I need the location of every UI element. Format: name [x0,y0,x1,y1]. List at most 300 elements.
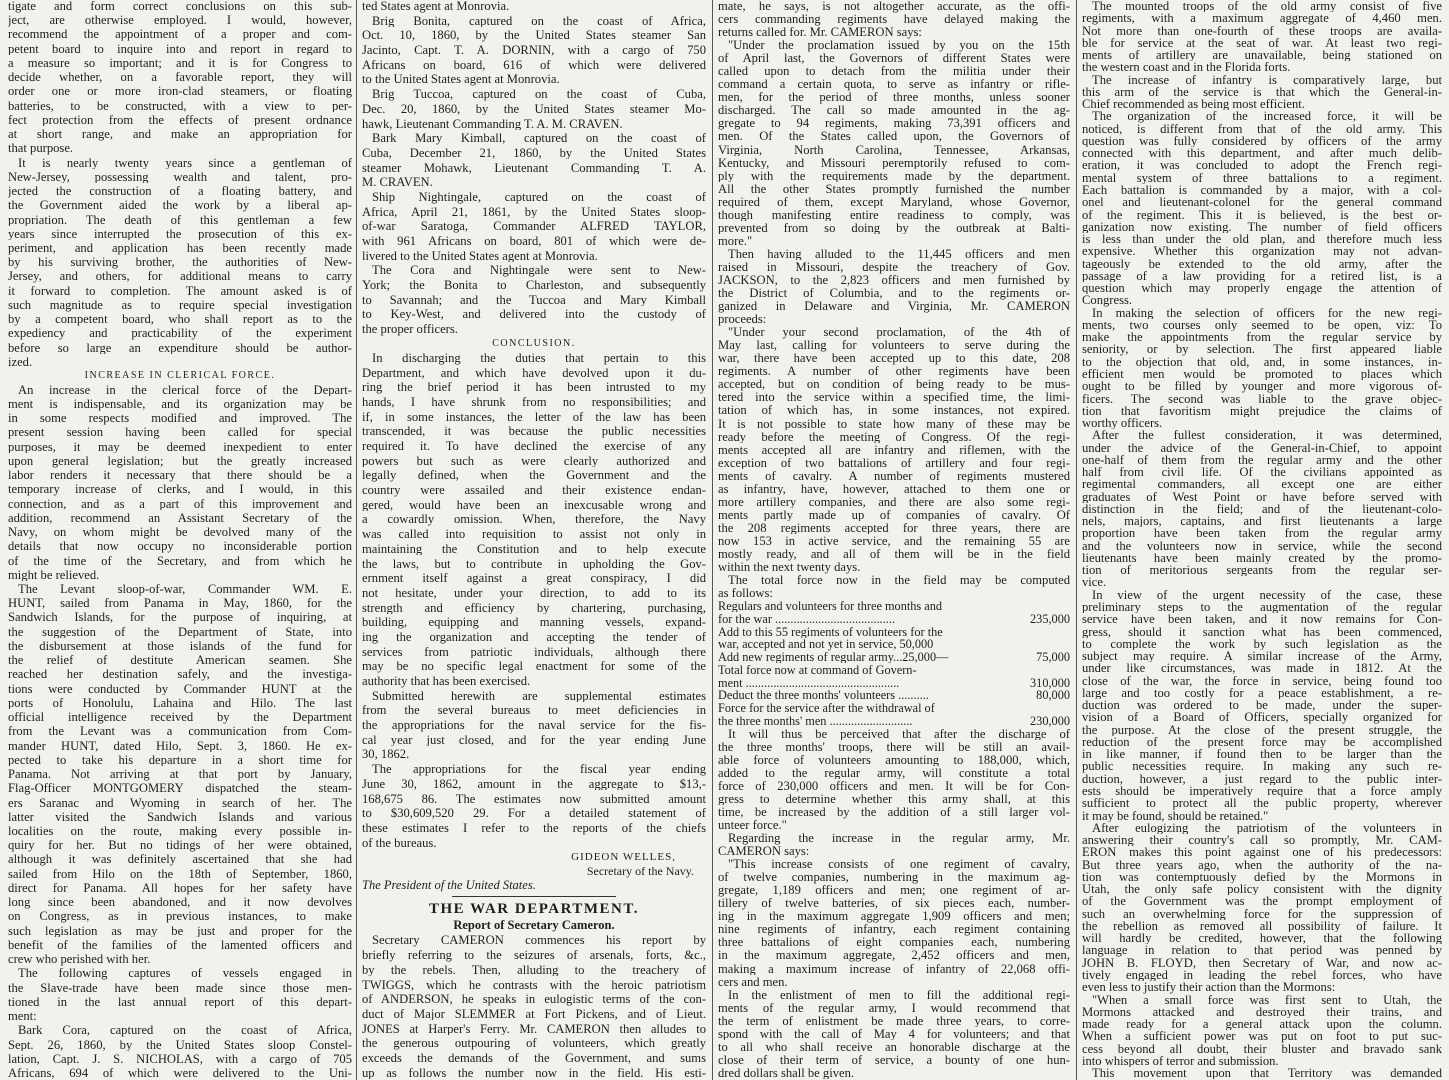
paragraph-line: to complete the work by such legislation as the [1082,637,1442,651]
paragraph-line: gress, should it sanction what has been commenced, [1082,625,1442,638]
paragraph-line: dred dollars shall be given. [718,1066,855,1080]
paragraph-line: The mounted troops of the old army consist of five [1092,0,1442,13]
paragraph-line: All the other States promptly furnished the number [718,182,1070,196]
paragraph-line: jected the construction of a floating battery, and [8,185,352,198]
paragraph-line: hawk, Lieutenant Commanding T. A. M. CRAVEN. [362,117,623,131]
paragraph-line: propriation. The death of this gentleman a few [8,213,352,227]
paragraph-line: question which may properly engage the attention of [1082,282,1442,295]
paragraph-line: Brig Tuccoa, captured on the coast of Cuba, [372,88,706,101]
paragraph-line: tered into the service within a specified time, the limi- [718,391,1070,404]
paragraph-line: ments of artillery are unavailable, being stationed on [1082,49,1442,62]
paragraph-line: ernment itself against a great conspiracy, I did [362,572,706,585]
paragraph-line: ment: [8,1010,37,1023]
paragraph-line: by his surviving brother, the authorities of New- [8,256,352,269]
column-divider [712,0,713,1080]
paragraph-line: more." [718,234,753,248]
paragraph-line: ganized in Delaware and Virginia, Mr. CAMERON [718,300,1070,313]
paragraph-line: Department, and which have devolved upon it du- [362,366,706,380]
paragraph-line: and the volunteers now in service, while the second [1082,539,1442,552]
paragraph-line: at short range, and make an appropriation for [8,128,352,141]
paragraph-line: tioned in the last annual report of this depart- [8,995,352,1009]
paragraph-line: of the Government was the prompt employment of [1082,895,1442,908]
paragraph-line: steamer Mohawk, Lieutenant Commanding T. A. [362,161,706,175]
paragraph-line: After eulogizing the patriotism of the volunteers in [1092,821,1442,835]
paragraph-line: When a sufficient power was put on foot to put suc- [1082,1030,1442,1043]
paragraph-line: Ship Nightingale, captured on the coast of [372,190,706,204]
paragraph-line: JOHN B. FLOYD, then Secretary of War, and now ac- [1082,956,1442,969]
paragraph-line: "When a small force was first sent to Utah, the [1092,993,1442,1006]
paragraph-line: connected with this department, and after much delib- [1082,147,1442,160]
paragraph-line: required of them, except Maryland, whose Governor, [718,195,1070,209]
paragraph-line: addition, recommend an Assistant Secretary of the [8,511,352,525]
paragraph-line: the appropriations for the naval service for the fis- [362,719,706,732]
paragraph-line: livered to the United States agent at Monrovia. [362,249,598,263]
force-table-label: ment .................................................. [718,676,900,689]
paragraph-line: sufficient to protect all the public property, wherever [1082,797,1442,810]
paragraph-line: by a competent board, who shall report as to the [8,313,352,326]
paragraph-line: batteries, to be constructed, with a view to per- [8,99,352,113]
paragraph-line: Jacinto, Capt. T. A. DORNIN, with a cargo of 750 [362,44,706,57]
paragraph-line: ject, are otherwise employed. I would, however, [8,14,352,27]
paragraph-line: tion that favoritism might prejudice the claims of [1082,404,1442,418]
paragraph-line: duct of Major SLEMMER at Fort Pickens, and of Lieut. [362,1007,706,1021]
paragraph-line: tion of meritorious sergeants from the regular ser- [1082,564,1442,577]
paragraph-line: years since interrupted the prosecution of this ex- [8,227,352,241]
paragraph-line: ERON makes this point against one of his predecessors: [1082,846,1442,859]
paragraph-line: cers commanding regiments have delayed making the [718,13,1070,26]
paragraph-line: Mormons attacked and destroyed their trains, and [1082,1005,1442,1019]
paragraph-line: Chief recommended as being most efficient. [1082,98,1305,111]
paragraph-line: mental system of three battalions to a regiment. [1082,171,1442,184]
paragraph-line: tation of which has, in some instances, not expired. [718,404,1070,418]
paragraph-line: reduction of the present force may be accomplished [1082,735,1442,749]
force-table-row [718,689,1070,701]
paragraph-line: three battalions of eight companies each, numbering [718,936,1070,949]
paragraph-line: these estimates I refer to the reports of the chiefs [362,821,706,835]
paragraph-line: passage of a law providing for a retired list, is a [1082,269,1442,283]
paragraph-line: the Slave-trade have been made since those men- [8,981,352,995]
paragraph-line: cers and men. [718,975,788,989]
paragraph-line: of twelve companies, numbering in the maximum ag- [718,871,1070,884]
paragraph-line: proceeds: [718,313,767,326]
paragraph-line: preliminary steps to the augmentation of the regular [1082,601,1442,614]
paragraph-line: under like circumstances, was made in 1812. At the [1082,662,1442,675]
paragraph-line: the rebellion as removed all possibility of failure. It [1082,919,1442,933]
paragraph-line: Africans on board, 616 of which were delivered [362,58,706,72]
paragraph-line: Virginia, North Carolina, Tennessee, Arkansas, [718,143,1070,157]
paragraph-line: close of their term of service, a bounty of one hun- [718,1053,1070,1067]
force-table-row [718,677,1070,689]
paragraph-line: up as follows the number now in the field. His esti- [362,1066,706,1080]
paragraph-line: in like manner, if found then to be larger than the [1082,748,1442,761]
paragraph-line: lation, Capt. J. S. NICHOLAS, with a cargo of 705 [8,1052,352,1066]
paragraph-line: returns called for. Mr. CAMERON says: [718,26,922,39]
force-table-label: Add to this 55 regiments of volunteers for the [718,625,943,638]
paragraph-line: tageously be extended to the old army, after the [1082,257,1442,270]
paragraph-line: gregate, 1,189 officers and men; one regiment of ar- [718,884,1070,897]
paragraph-line: the generous outpouring of volunteers, which greatly [362,1037,706,1050]
paragraph-line: Kentucky, and Missouri peremptorily refused to com- [718,156,1070,170]
signature: GIDEON WELLES, [571,851,676,864]
paragraph-line: tions were conducted by Commander HUNT at the [8,682,352,696]
column-3 [718,0,1070,1080]
paragraph-line: from the several bureaus to meet deficiencies in [362,704,706,717]
paragraph-line: exceeds the demands of the Government, and sums [362,1051,706,1065]
paragraph-line: official intelligence received by the Department [8,711,352,724]
paragraph-line: efficient men would be promoted to places which [1082,367,1442,381]
paragraph-line: into whispers of terror and submission. [1082,1054,1279,1068]
paragraph-line: such an overwhelming force for the suppression of [1082,907,1442,920]
paragraph-line: benefit of the families of the lamented officers and [8,938,352,952]
paragraph-line: time, be increased by the addition of a still larger vol- [718,805,1070,819]
paragraph-line: nine regiments of infantry, each regiment containing [718,923,1070,936]
paragraph-line: of ANDERSON, he speaks in eulogistic terms of the con- [362,993,706,1006]
paragraph-line: upon general legislation; but the greatly increased [8,454,352,468]
paragraph-line: Navy, on whom might be devolved many of the [8,526,352,539]
paragraph-line: ted States agent at Monrovia. [362,0,510,13]
paragraph-line: the relief of destitute American seamen. She [8,654,352,667]
paragraph-line: public necessities require. In making any such re- [1082,760,1442,773]
paragraph-line: "This increase consists of one regiment of cavalry, [728,858,1070,871]
paragraph-line: May last, calling for volunteers to serve during the [718,339,1070,352]
paragraph-line: now 153 in active service, and the remaining 55 are [718,534,1070,548]
paragraph-line: by the rebels. Then, alluding to the treachery of [362,963,706,977]
paragraph-line: mate, he says, is not altogether accurate, as the offi- [718,0,1070,13]
paragraph-line: regimental commanders, all except one are either [1082,478,1442,491]
force-table-row [718,702,1070,714]
paragraph-line: the term of enlistment be made three years, to corre- [718,1014,1070,1028]
paragraph-line: answering their country's call so promptly, Mr. CAM- [1082,834,1442,847]
paragraph-line: Jersey, and others, for additional means to carry [8,270,352,284]
force-table-row [718,613,1070,625]
paragraph-line: temporary increase of clerks, and I would, in this [8,483,352,496]
paragraph-line: men, for the period of three months, unless sooner [718,91,1070,104]
paragraph-line: to the United States agent at Monrovia. [362,73,560,87]
paragraph-line: crew who perished with her. [8,953,151,966]
paragraph-line: large and too costly for a peace establishment, a re- [1082,686,1442,700]
paragraph-line: language in relation to that period was penned by [1082,944,1442,957]
paragraph-line: purposes, it may be deemed inexpedient to enter [8,440,352,454]
column-2 [362,0,706,1080]
paragraph-line: direct for Panama. All hopes for her safety have [8,881,352,895]
force-table-value: 230,000 [1030,713,1070,728]
paragraph-line: ganization now existing. The number of field officers [1082,220,1442,234]
paragraph-line: men. Of the States called upon, the Governors of [718,130,1070,144]
paragraph-line: Regarding the increase in the regular army, Mr. [728,832,1070,845]
paragraph-line: to $30,609,520 29. For a detailed statement of [362,807,706,820]
paragraph-line: vision of a Board of Officers, specially organized for [1082,711,1442,724]
column-divider [356,0,357,1080]
force-table-label: Force for the service after the withdrawal of [718,702,935,715]
paragraph-line: noticed, is different from that of the old army. This [1082,122,1442,135]
force-table-row [718,638,1070,650]
paragraph-line: ing the organization and accepting the tender of [362,630,706,644]
signature-title: Secretary of the Navy. [586,864,694,879]
paragraph-line: gered, would have been an inexcusable wrong and [362,498,706,512]
paragraph-line: nels, majors, captains, and first lieutenants a large [1082,515,1442,528]
paragraph-line: the disbursement at those islands of the fund for [8,639,352,653]
paragraph-line: ports of Honolulu, Lahaina and Hilo. The last [8,696,352,710]
paragraph-line: ments partly made up of companies of cavalry. Of [718,508,1070,522]
paragraph-line: as infantry, have, however, attached to them one or [718,482,1070,496]
paragraph-line: services from patriotic individuals, although there [362,645,706,659]
paragraph-line: ers Saranac and Wyoming in search of her. The [8,796,352,810]
paragraph-line: sailed from Hilo on the 18th of September, 1860, [8,867,352,881]
paragraph-line: ments accepted all are infantry and riflemen, with the [718,443,1070,457]
paragraph-line: Dec. 20, 1860, by the United States steamer Mo- [362,102,706,116]
paragraph-line: gregate to 94 regiments, making 73,391 officers and [718,117,1070,131]
paragraph-line: if, in some instances, the letter of the law has been [362,410,706,424]
paragraph-line: with 961 Africans on board, 801 of which were de- [362,235,706,248]
paragraph-line: of the time of the Secretary, and from which he [8,554,352,568]
paragraph-line: added to the regular army, will constitute a total [718,766,1070,780]
paragraph-line: the western coast and in the Florida forts. [1082,61,1291,74]
paragraph-line: command a certain quota, to serve as infantry or rifle- [718,78,1070,91]
paragraph-line: seniority, or by selection. The first appeared liable [1082,343,1442,356]
paragraph-line: prevented from so doing by the outbreak at Balti- [718,221,1070,235]
paragraph-line: Secretary CAMERON commences his report by [372,934,706,948]
paragraph-line: long since been abandoned, and it now devolves [8,896,352,909]
paragraph-line: raised in Missouri, despite the treachery of Gov. [718,260,1070,274]
force-table-label: Total force now at command of Govern- [718,663,917,677]
paragraph-line: the Government aided the work by a liberal ap- [8,199,352,212]
paragraph-line: the proper officers. [362,323,458,336]
paragraph-line: order one or more iron-clad steamers, or floating [8,85,352,98]
column-4 [1082,0,1442,1080]
paragraph-line: Bark Mary Kimball, captured on the coast of [372,132,706,145]
paragraph-line: one-half of them from the regular army and the other [1082,453,1442,467]
paragraph-line: pected to take his departure in a short time for [8,753,352,767]
section-rule [452,896,616,897]
paragraph-line: authority that has been exercised. [362,675,531,688]
paragraph-line: building, equipping and manning vessels, expand- [362,616,706,629]
paragraph-line: gress to determine whether this army shall, at this [718,792,1070,806]
force-table-label: Regulars and volunteers for three months and [718,600,943,613]
paragraph-line: will hardly be credited, however, that the following [1082,932,1442,945]
paragraph-line: from the Levant was a communication from Com- [8,725,352,738]
paragraph-line: required it. To have declined the exercise of any [362,440,706,453]
paragraph-line: This movement upon that Territory was demanded [1092,1067,1442,1080]
paragraph-line: within the next twenty days. [718,561,861,574]
paragraph-line: tion was contemptuously defied by the Mormons in [1082,870,1442,884]
paragraph-line: ready before the meeting of Congress. Of the regi- [718,430,1070,444]
paragraph-line: M. CRAVEN. [362,176,433,189]
paragraph-line: tillery of twelve batteries, of six pieces each, number- [718,897,1070,910]
section-heading: INCREASE IN CLERICAL FORCE. [84,370,276,382]
paragraph-line: HUNT, sailed from Panama in May, 1860, for the [8,597,352,610]
paragraph-line: Cuba, December 21, 1860, by the United States [362,146,706,160]
paragraph-line: JACKSON, to the 2,823 officers and men furnished by [718,273,1070,287]
paragraph-line: In making the selection of officers for the new regi- [1092,306,1442,319]
paragraph-line: expensive. Whether this organization may not advan- [1082,245,1442,258]
paragraph-line: war, there have been accepted up to this date, 208 [718,352,1070,365]
paragraph-line: In discharging the duties that pertain to this [372,351,706,365]
paragraph-line: mander HUNT, dated Hilo, Sept. 3, 1860. He ex- [8,739,352,753]
paragraph-line: subject may require. A similar increase of the Army, [1082,650,1442,663]
paragraph-line: powers but such as were clearly authorized and [362,454,706,468]
paragraph-line: It is not possible to state how many of these may be [718,417,1070,431]
paragraph-line: The Levant sloop-of-war, Commander WM. E. [18,583,352,596]
paragraph-line: called upon to detach from the militia under their [718,65,1070,78]
paragraph-line: regiments, with a maximum aggregate of 4,460 men. [1082,12,1442,25]
paragraph-line: the District of Columbia, and to the regiments or- [718,287,1070,300]
paragraph-line: ring the brief period it has been intrusted to my [362,381,706,394]
paragraph-line: even less to justify their action than the Mormons: [1082,981,1336,994]
force-table-row [718,715,1070,727]
column-1 [8,0,352,1080]
paragraph-line: ments, two courses only seemed to be open, viz: To [1082,318,1442,332]
paragraph-line: It is nearly twenty years since a gentleman of [18,156,352,170]
paragraph-line: Africans, 694 of which were delivered to the Uni- [8,1066,352,1080]
paragraph-line: close of the war, the force in service, being found too [1082,674,1442,687]
paragraph-line: eration, it was concluded to adopt the French regi- [1082,159,1442,172]
paragraph-line: ment is indispensable, and its organization may be [8,397,352,411]
paragraph-line: But three years ago, when the authority of the na- [1082,858,1442,871]
paragraph-line: Sandwich Islands, for the purpose of inquiring, at [8,611,352,625]
paragraph-line: spond with the call of May 4 for volunteers; and that [718,1027,1070,1041]
paragraph-line: Sept. 26, 1860, by the United States sloop Constel- [8,1038,352,1052]
paragraph-line: ought to be filled by younger and more vigorous of- [1082,380,1442,393]
paragraph-line: might be relieved. [8,568,100,582]
force-table-row [718,600,1070,612]
force-table-label: war, accepted and not yet in service, 50,000 [718,638,934,651]
paragraph-line: CAMERON says: [718,845,810,858]
paragraph-line: expediency and practicability of the experiment [8,327,352,340]
force-table-value: 80,000 [1036,688,1070,703]
paragraph-line: made ready for a general attack upon the column. [1082,1018,1442,1031]
paragraph-line: Then having alluded to the 11,445 officers and men [728,247,1070,261]
paragraph-line: The increase of infantry is comparatively large, but [1092,73,1442,86]
paragraph-line: The Cora and Nightingale were sent to New- [372,264,706,277]
paragraph-line: is less than under the old plan, and therefore much less [1082,233,1442,246]
paragraph-line: "Under the proclamation issued by you on the 15th [728,39,1070,52]
paragraph-line: under the advice of the General-in-Chief, to appoint [1082,441,1442,454]
paragraph-line: make the appointments from the regular service by [1082,331,1442,344]
paragraph-line: fect protection from the effects of present ordnance [8,113,352,127]
paragraph-line: Utah, the only safe policy consistent with the dignity [1082,883,1442,896]
paragraph-line: "Under your second proclamation, of the 4th of [728,326,1070,339]
paragraph-line: accepted, but on condition of being ready to be mus- [718,378,1070,391]
paragraph-line: to the objection that old, and, in some instances, in- [1082,355,1442,368]
paragraph-line: such magnitude as to require special investigation [8,298,352,312]
paragraph-line: discharged. The call so made amounted in the ag- [718,104,1070,117]
paragraph-line: It will thus be perceived that after the discharge of [728,727,1070,741]
paragraph-line: exception of two battalions of artillery and four regi- [718,456,1070,470]
paragraph-line: a measure so important; and it is for Congress to [8,56,352,70]
report-subheading: Report of Secretary Cameron. [453,918,615,933]
paragraph-line: New-Jersey, possessing wealth and talent, pro- [8,170,352,184]
paragraph-line: the purpose. At the close of the present struggle, the [1082,723,1442,736]
paragraph-line: cal year just closed, and for the year ending June [362,733,706,747]
paragraph-line: the suggestion of the Department of State, into [8,625,352,639]
paragraph-line: regiments. A number of other regiments have been [718,365,1070,378]
paragraph-line: distinction in the field; and of the lieutenant-colo- [1082,502,1442,516]
paragraph-line: ing in the maximum aggregate 1,909 officers and men; [718,910,1070,923]
paragraph-line: legally defined, when the Government and the [362,469,706,482]
paragraph-line: ble for service at the seat of war. At least two regi- [1082,36,1442,50]
force-table-value: 310,000 [1030,675,1070,690]
paragraph-line: 30, 1862. [362,748,410,762]
paragraph-line: ply with the requirements made by the department. [718,169,1070,183]
paragraph-line: not hesitate, under your direction, to add to its [362,586,706,600]
paragraph-line: the 208 regiments accepted for three years, there are [718,521,1070,535]
force-table-label: for the war ....................................... [718,612,895,626]
paragraph-line: proportion have been taken from the regular army [1082,527,1442,540]
paragraph-line: country were assailed and their existence endan- [362,484,706,497]
paragraph-line: that purpose. [8,142,74,155]
paragraph-line: graduates of West Point or have before served with [1082,490,1442,503]
paragraph-line: a cowardly omission. When, therefore, the Navy [362,513,706,527]
paragraph-line: ficers. The second was liable to the grave objec- [1082,392,1442,405]
paragraph-line: In the enlistment of men to fill the additional regi- [728,988,1070,1002]
paragraph-line: making a maximum increase of infantry of 22,068 offi- [718,962,1070,976]
paragraph-line: of the regiment. This it is believed, is the best or- [1082,208,1442,221]
paragraph-line: Each battalion is commanded by a major, with a col- [1082,183,1442,197]
addressee: The President of the United States. [362,878,536,893]
paragraph-line: 168,675 86. The estimates now submitted amount [362,792,706,806]
paragraph-line: periment, and application has been recently made [8,241,352,255]
paragraph-line: In view of the urgent necessity of the case, these [1092,588,1442,602]
paragraph-line: JONES at Harper's Ferry. Mr. CAMERON then alludes to [362,1022,706,1036]
paragraph-line: this arm of the service is that which the General-in- [1082,85,1442,99]
force-table-value: 235,000 [1030,611,1070,626]
paragraph-line: half from civil life. Of the civilians appointed as [1082,466,1442,479]
paragraph-line: strength and efficiency by chartering, purchasing, [362,601,706,615]
paragraph-line: Brig Bonita, captured on the coast of Africa, [372,14,706,28]
paragraph-line: lieutenants have been mainly created by the promo- [1082,551,1442,565]
paragraph-line: although it was definitely ascertained that she had [8,853,352,867]
paragraph-line: able force of volunteers amounting to 188,000, which, [718,753,1070,767]
paragraph-line: Flag-Officer MONTGOMERY dispatched the steam- [8,782,352,795]
paragraph-line: ments of the regular army, I would recommend that [718,1001,1070,1015]
paragraph-line: of-war Saratoga, Commander ALFRED TAYLOR, [362,220,706,233]
paragraph-line: though manifesting entire readiness to comply, was [718,208,1070,222]
force-table-row [718,626,1070,638]
force-table-label: the three months' men ........................... [718,714,913,728]
paragraph-line: The appropriations for the fiscal year ending [372,763,706,776]
paragraph-line: The total force now in the field may be computed [728,574,1070,587]
paragraph-line: present session having been called for special [8,426,352,440]
paragraph-line: unteer force." [718,818,787,832]
paragraph-line: question was fully considered by officers of the army [1082,134,1442,148]
paragraph-line: labor renders it necessary that there should be a [8,469,352,482]
paragraph-line: localities on the route, making every possible in- [8,825,352,838]
paragraph-line: was called into requisition to assist not only in [362,528,706,541]
paragraph-line: more artillery companies, and there are also some regi- [718,495,1070,509]
paragraph-line: Congress. [1082,294,1133,307]
paragraph-line: the laws, but to contribute in upholding the Gov- [362,557,706,571]
paragraph-line: petent board to inquire into and report in regard to [8,42,352,56]
paragraph-line: ized. [8,355,33,369]
paragraph-line: on Congress, as in previous instances, to make [8,910,352,923]
paragraph-line: briefly referring to the seizures of arsenals, forts, &c., [362,949,706,962]
paragraph-line: vice. [1082,576,1107,589]
paragraph-line: Africa, April 21, 1861, by the United States sloop- [362,205,706,219]
paragraph-line: cess beyond all doubt, their bluster and bravado sank [1082,1042,1442,1055]
force-table-label: Add new regiments of regular army...25,000— [718,651,949,664]
paragraph-line: details that now occupy no inconsiderable portion [8,540,352,553]
paragraph-line: to Savannah; and the Tuccoa and Mary Kimball [362,293,706,307]
paragraph-line: Panama. Not arriving at that port by January, [8,768,352,781]
paragraph-line: of the bureaus. [362,836,437,850]
paragraph-line: Bark Cora, captured on the coast of Africa, [18,1024,352,1037]
paragraph-line: Oct. 10, 1860, by the United States steamer San [362,29,706,42]
paragraph-line: mostly ready, and all of them will be in the field [718,547,1070,561]
department-headline: THE WAR DEPARTMENT. [428,901,640,918]
paragraph-line: force of 230,000 officers and men. It will be for Con- [718,779,1070,793]
paragraph-line: tively engaged in leading the rebel forces, who have [1082,968,1442,982]
paragraph-line: it may be found, should be retained." [1082,809,1269,822]
